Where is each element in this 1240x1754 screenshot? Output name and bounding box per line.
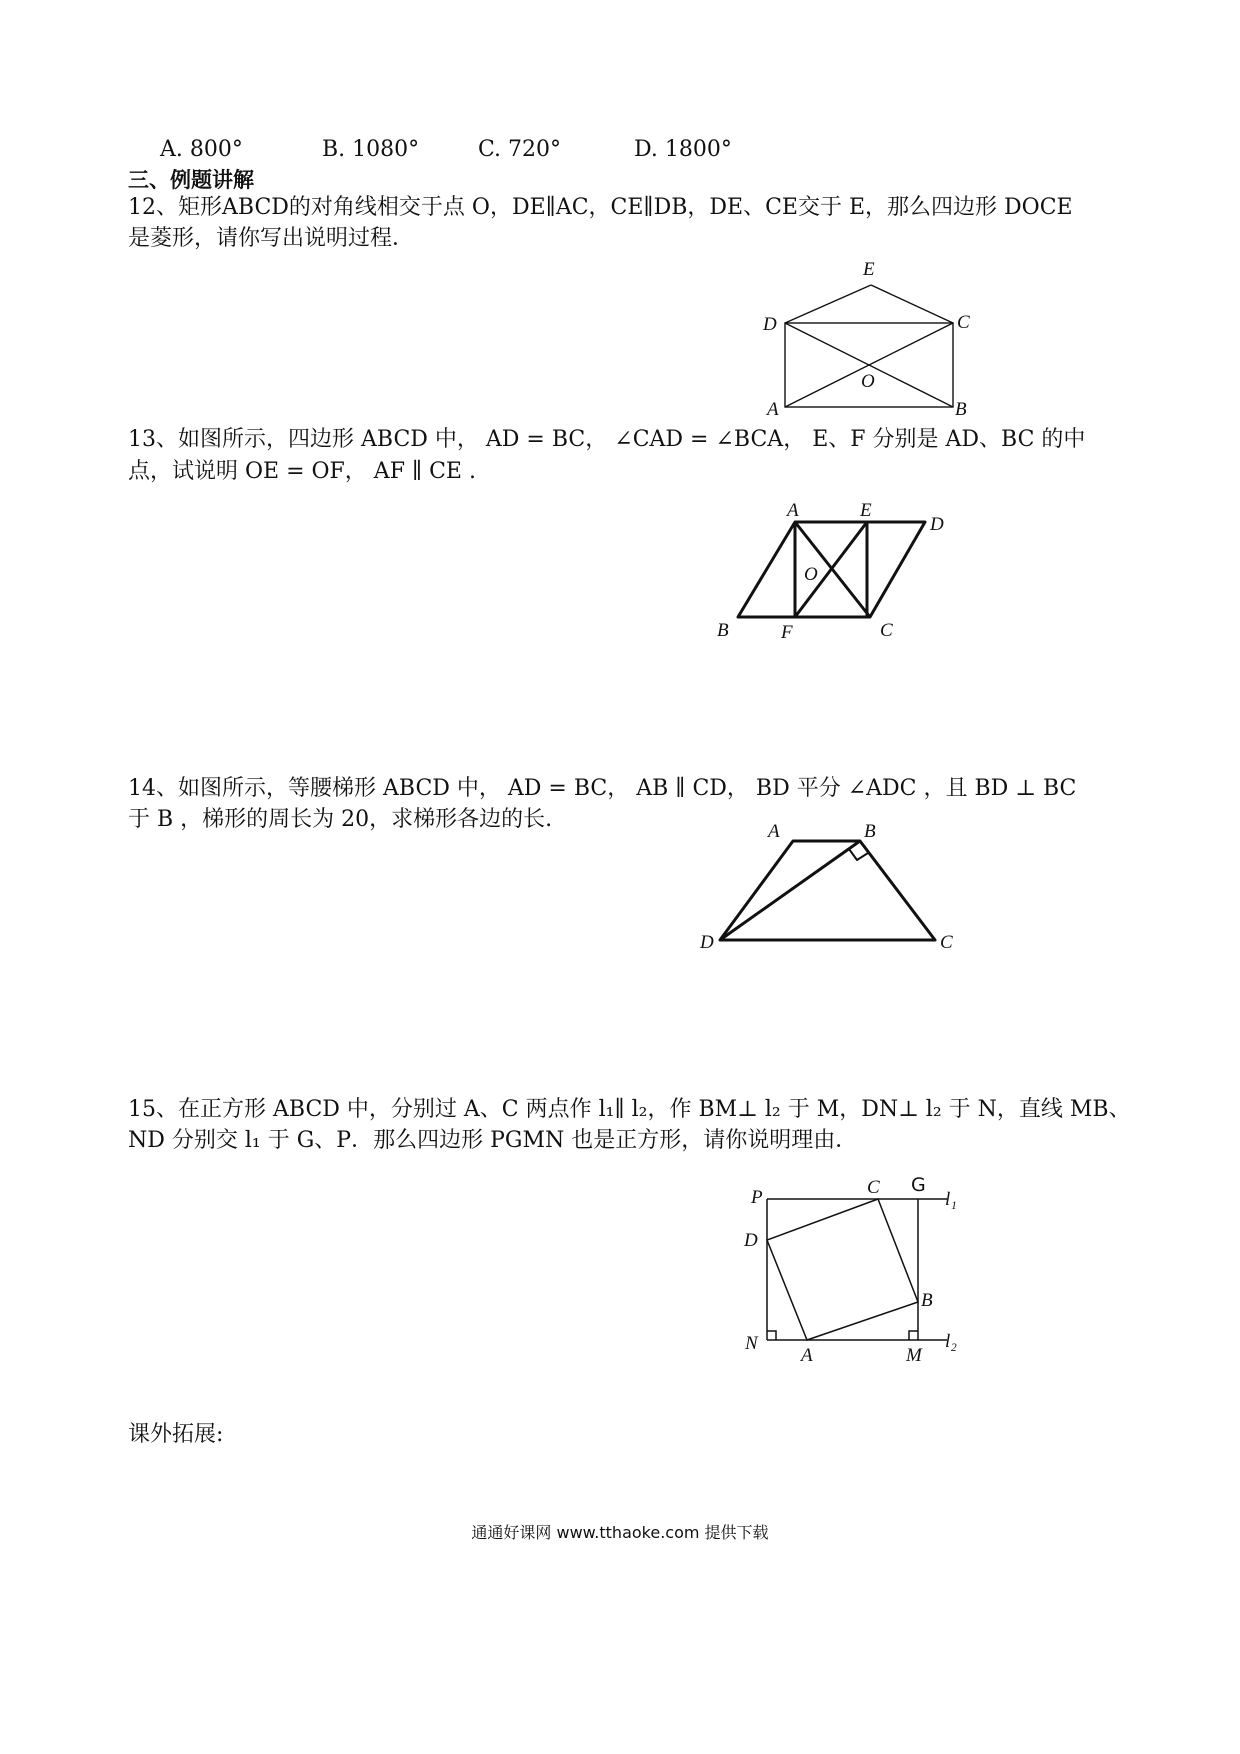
label-a: A [787, 500, 799, 521]
label-e: E [863, 259, 875, 280]
label-n: N [745, 1333, 758, 1354]
section-heading: 三、例题讲解 [128, 168, 254, 192]
problem-13-line-2: 点，试说明 OE = OF， AF ∥ CE . [128, 459, 476, 484]
label-d: D [744, 1230, 758, 1251]
figure-15-square-diagram [735, 1165, 965, 1375]
problem-15-line-1: 15、在正方形 ABCD 中，分别过 A、C 两点作 l₁∥ l₂，作 BM⊥ l₂ 于 M，DN⊥ l₂ 于 N，直线 MB、 [128, 1097, 1131, 1122]
diagonal-bd [720, 841, 860, 940]
label-l1: l₁ [945, 1189, 957, 1210]
label-c: C [880, 620, 893, 641]
label-f: F [781, 622, 793, 643]
label-a: A [801, 1345, 813, 1366]
right-angle-n [767, 1331, 776, 1340]
edge-ec [871, 285, 953, 323]
label-c: C [867, 1177, 880, 1198]
label-b: B [921, 1290, 933, 1311]
label-o: O [804, 564, 818, 585]
label-e: E [860, 500, 872, 521]
label-b: B [955, 399, 967, 420]
label-g: G [911, 1174, 926, 1196]
right-angle-mark [849, 849, 868, 860]
label-a: A [768, 821, 780, 842]
right-angle-m [909, 1331, 918, 1340]
label-o: O [861, 371, 875, 392]
choice-a: A. 800° [160, 137, 243, 162]
problem-15-line-2: ND 分别交 l₁ 于 G、P．那么四边形 PGMN 也是正方形，请你说明理由． [128, 1128, 858, 1153]
choice-c: C. 720° [478, 137, 562, 162]
problem-12-line-2: 是菱形，请你写出说明过程． [128, 226, 415, 251]
label-p: P [751, 1187, 763, 1208]
edge-de [785, 285, 871, 323]
figure-12-rectangle-diagram [755, 252, 1005, 422]
label-m: M [906, 1345, 922, 1366]
label-c: C [940, 932, 953, 953]
footer: 通通好课网 www.tthaoke.com 提供下载 [471, 1523, 769, 1542]
square-abcd [767, 1199, 918, 1340]
figure-13-parallelogram-diagram [705, 500, 965, 650]
choice-b: B. 1080° [322, 137, 420, 162]
problem-14-line-2: 于 B ，梯形的周长为 20，求梯形各边的长. [128, 807, 553, 832]
answer-choices [160, 135, 800, 165]
label-l2: l₂ [945, 1331, 957, 1352]
label-c: C [957, 312, 970, 333]
label-d: D [763, 314, 777, 335]
label-b: B [864, 821, 876, 842]
label-d: D [700, 932, 714, 953]
problem-12-line-1: 12、矩形ABCD的对角线相交于点 O，DE∥AC，CE∥DB，DE、CE交于 E，那么四边形 DOCE [128, 195, 1073, 220]
extension-label: 课外拓展: [128, 1422, 224, 1447]
label-b: B [717, 620, 729, 641]
label-d: D [930, 514, 944, 535]
figure-14-trapezoid-diagram [690, 815, 970, 965]
problem-14-line-1: 14、如图所示，等腰梯形 ABCD 中， AD = BC， AB ∥ CD， BD 平分 ∠ADC ，且 BD ⊥ BC [128, 776, 1077, 801]
label-a: A [767, 399, 779, 420]
choice-d: D. 1800° [634, 137, 732, 162]
trapezoid-abcd [720, 841, 935, 940]
problem-13-line-1: 13、如图所示，四边形 ABCD 中， AD = BC， ∠CAD = ∠BCA， E、F 分别是 AD、BC 的中 [128, 427, 1086, 452]
